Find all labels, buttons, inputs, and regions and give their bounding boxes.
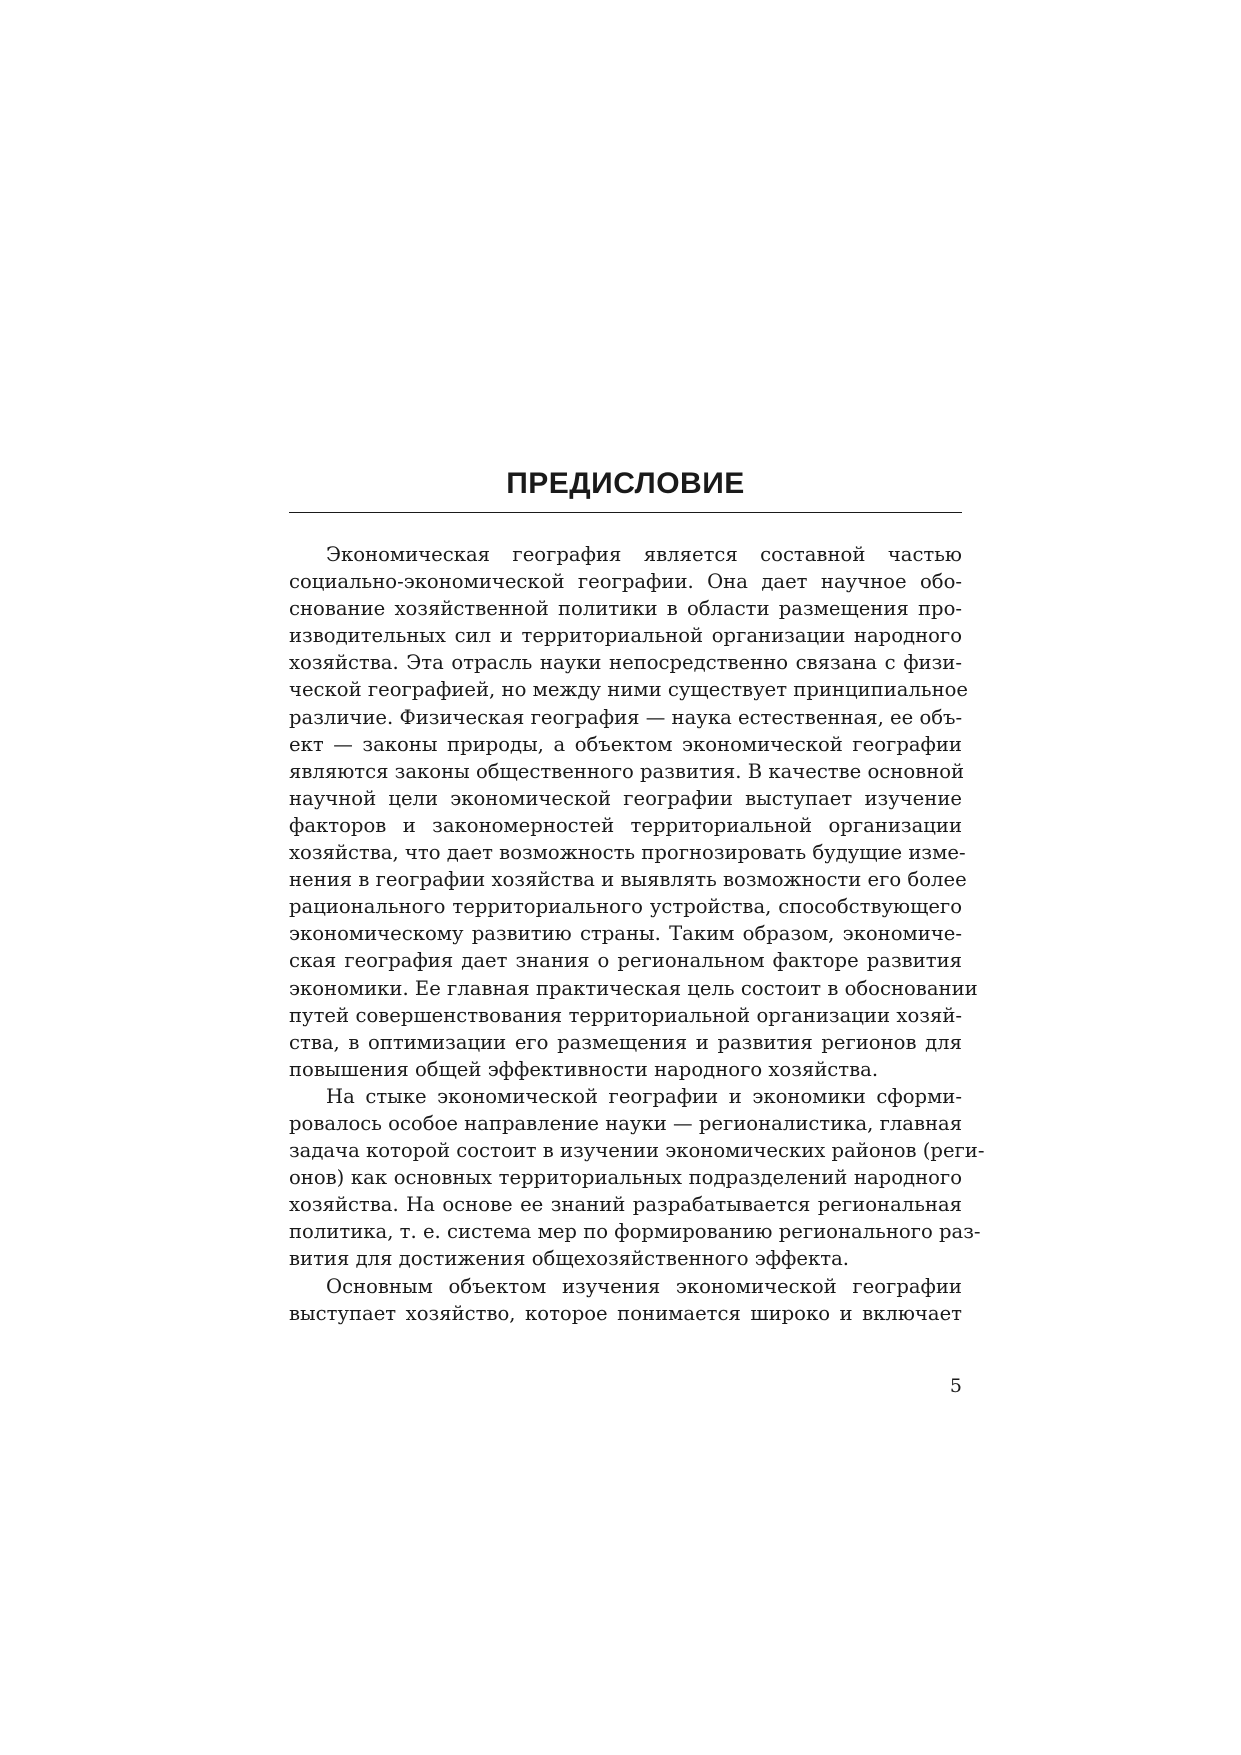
text-line: факторов и закономерностей территориальной организации bbox=[289, 813, 962, 837]
text-line: вития для достижения общехозяйственного эффекта. bbox=[289, 1247, 849, 1271]
text-line: ства, в оптимизации его размещения и развития регионов для bbox=[289, 1030, 962, 1054]
text-line: экономики. Ее главная практическая цель состоит в обосновании bbox=[289, 976, 978, 1000]
paragraph-3 bbox=[289, 1273, 962, 1327]
page-number: 5 bbox=[949, 1375, 962, 1397]
text-line: социально-экономической географии. Она дает научное обо- bbox=[289, 570, 962, 594]
text-line: ект — законы природы, а объектом экономической географии bbox=[289, 732, 962, 756]
text-line: политика, т. е. система мер по формированию регионального раз- bbox=[289, 1220, 981, 1244]
title-divider bbox=[289, 512, 962, 513]
text-line: ская география дает знания о региональном факторе развития bbox=[289, 949, 962, 973]
paragraph-2 bbox=[289, 1083, 985, 1273]
text-line: выступает хозяйство, которое понимается широко и включает bbox=[289, 1301, 962, 1325]
text-line: нения в географии хозяйства и выявлять возможности его более bbox=[289, 868, 967, 892]
text-line: путей совершенствования территориальной организации хозяй- bbox=[289, 1003, 962, 1027]
text-line: снование хозяйственной политики в области размещения про- bbox=[289, 597, 962, 621]
text-line: повышения общей эффективности народного хозяйства. bbox=[289, 1057, 879, 1081]
text-line: На стыке экономической географии и экономики сформи- bbox=[326, 1084, 962, 1108]
page-title: ПРЕДИСЛОВИЕ bbox=[506, 467, 745, 500]
text-line: являются законы общественного развития. В качестве основной bbox=[289, 759, 965, 783]
text-line: изводительных сил и территориальной организации народного bbox=[289, 624, 962, 648]
paragraph-1 bbox=[289, 541, 978, 1083]
text-line: различие. Физическая география — наука естественная, ее объ- bbox=[289, 705, 963, 729]
text-line: экономическому развитию страны. Таким образом, экономиче- bbox=[289, 922, 962, 946]
text-line: ровалось особое направление науки — регионалистика, главная bbox=[289, 1111, 963, 1135]
text-line: Экономическая география является составной частью bbox=[326, 543, 962, 566]
text-line: хозяйства. На основе ее знаний разрабатывается региональная bbox=[289, 1193, 962, 1217]
text-line: Основным объектом изучения экономической географии bbox=[326, 1274, 962, 1298]
text-line: онов) как основных территориальных подразделений народного bbox=[289, 1166, 962, 1190]
text-line: ческой географией, но между ними существует принципиальное bbox=[289, 678, 969, 702]
preface-body bbox=[289, 541, 985, 1327]
text-line: хозяйства, что дает возможность прогнозировать будущие изме- bbox=[289, 841, 966, 865]
text-line: хозяйства. Эта отрасль науки непосредственно связана с физи- bbox=[289, 651, 962, 675]
text-line: рационального территориального устройства, способствующего bbox=[289, 895, 962, 919]
text-line: задача которой состоит в изучении экономических районов (реги- bbox=[289, 1139, 985, 1163]
text-line: научной цели экономической географии выступает изучение bbox=[289, 786, 962, 810]
